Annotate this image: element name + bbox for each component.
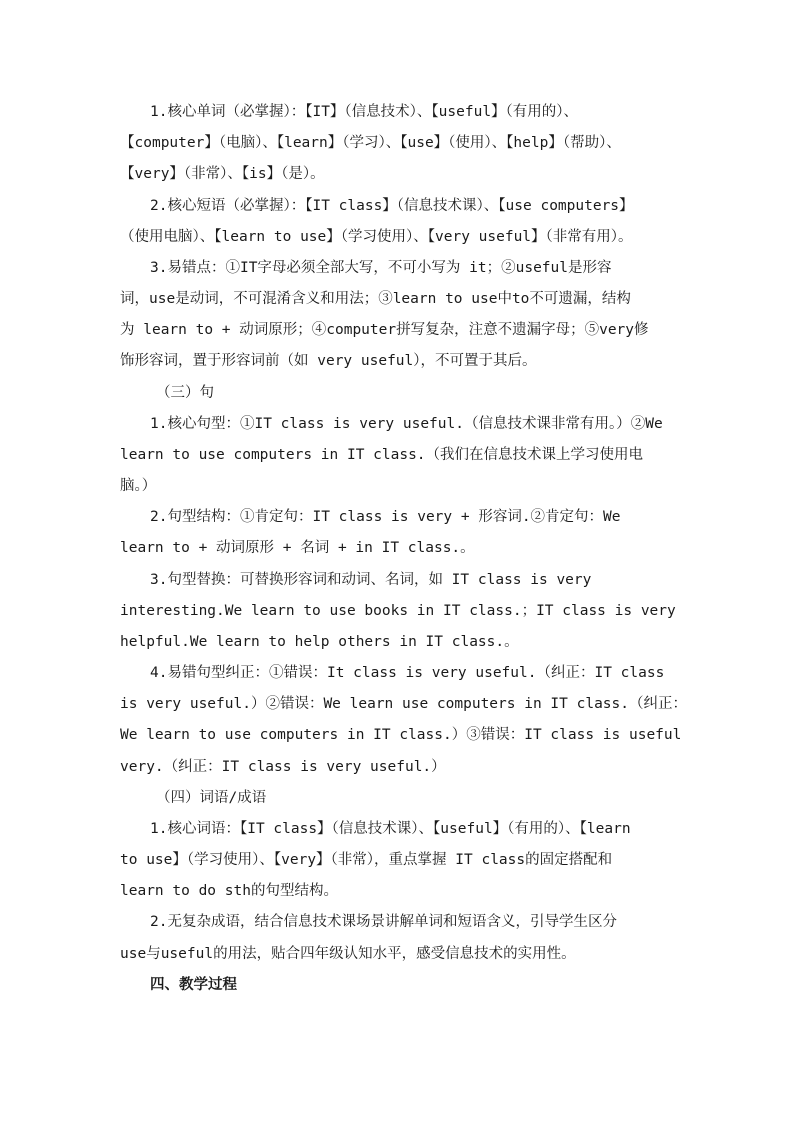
core-terms-line-3: learn to do sth的句型结构。 (120, 883, 338, 899)
error-points-line-4: 饰形容词，置于形容词前（如 very useful），不可置于其后。 (120, 353, 537, 369)
sentence-substitution-line-3: helpful.We learn to help others in IT class.。 (120, 634, 519, 650)
idiom-note-line-2: use与useful的用法，贴合四年级认知水平，感受信息技术的实用性。 (120, 946, 576, 962)
core-words-line-3: 【very】（非常）、【is】（是）。 (120, 166, 325, 182)
sentence-correction-line-3: We learn to use computers in IT class.）③错误：IT class is useful (120, 727, 682, 743)
core-terms-line-2: to use】（学习使用）、【very】（非常），重点掌握 IT class的固定搭配和 (120, 852, 613, 868)
idiom-note-line-1: 2.无复杂成语，结合信息技术课场景讲解单词和短语含义，引导学生区分 (150, 914, 617, 930)
core-words-line-1: 1.核心单词（必掌握）：【IT】（信息技术）、【useful】（有用的）、 (150, 104, 579, 120)
sentence-correction-line-4: very.（纠正：IT class is very useful.） (120, 759, 446, 775)
section-heading-words-idioms: （四）词语/成语 (156, 790, 267, 806)
core-sentences-line-1: 1.核心句型：①IT class is very useful.（信息技术课非常有用。）②We (150, 416, 663, 432)
sentence-correction-line-2: is very useful.）②错误：We learn use computers in IT class.（纠正： (120, 696, 687, 712)
core-phrases-line-1: 2.核心短语（必掌握）：【IT class】（信息技术课）、【use computers】 (150, 198, 634, 214)
core-words-line-2: 【computer】（电脑）、【learn】（学习）、【use】（使用）、【help】（帮助）、 (120, 135, 621, 151)
error-points-line-2: 词，use是动词，不可混淆含义和用法；③learn to use中to不可遗漏，结构 (120, 291, 631, 307)
core-sentences-line-3: 脑。） (120, 478, 157, 494)
sentence-substitution-line-1: 3.句型替换：可替换形容词和动词、名词，如 IT class is very (150, 572, 592, 588)
sentence-structure-line-2: learn to + 动词原形 + 名词 + in IT class.。 (120, 540, 475, 556)
core-phrases-line-2: （使用电脑）、【learn to use】（学习使用）、【very useful】（非常有用）。 (120, 229, 633, 245)
section-heading-teaching-process: 四、教学过程 (150, 977, 237, 993)
sentence-correction-line-1: 4.易错句型纠正：①错误：It class is very useful.（纠正：IT class (150, 665, 665, 681)
error-points-line-3: 为 learn to + 动词原形；④computer拼写复杂，注意不遗漏字母；⑤very修 (120, 322, 649, 338)
core-sentences-line-2: learn to use computers in IT class.（我们在信息技术课上学习使用电 (120, 447, 644, 463)
sentence-structure-line-1: 2.句型结构：①肯定句：IT class is very + 形容词.②肯定句：We (150, 509, 621, 525)
error-points-line-1: 3.易错点：①IT字母必须全部大写，不可小写为 it；②useful是形容 (150, 260, 612, 276)
sentence-substitution-line-2: interesting.We learn to use books in IT class.；IT class is very (120, 603, 676, 619)
core-terms-line-1: 1.核心词语：【IT class】（信息技术课）、【useful】（有用的）、【learn (150, 821, 631, 837)
section-heading-sentences: （三）句 (156, 385, 214, 401)
